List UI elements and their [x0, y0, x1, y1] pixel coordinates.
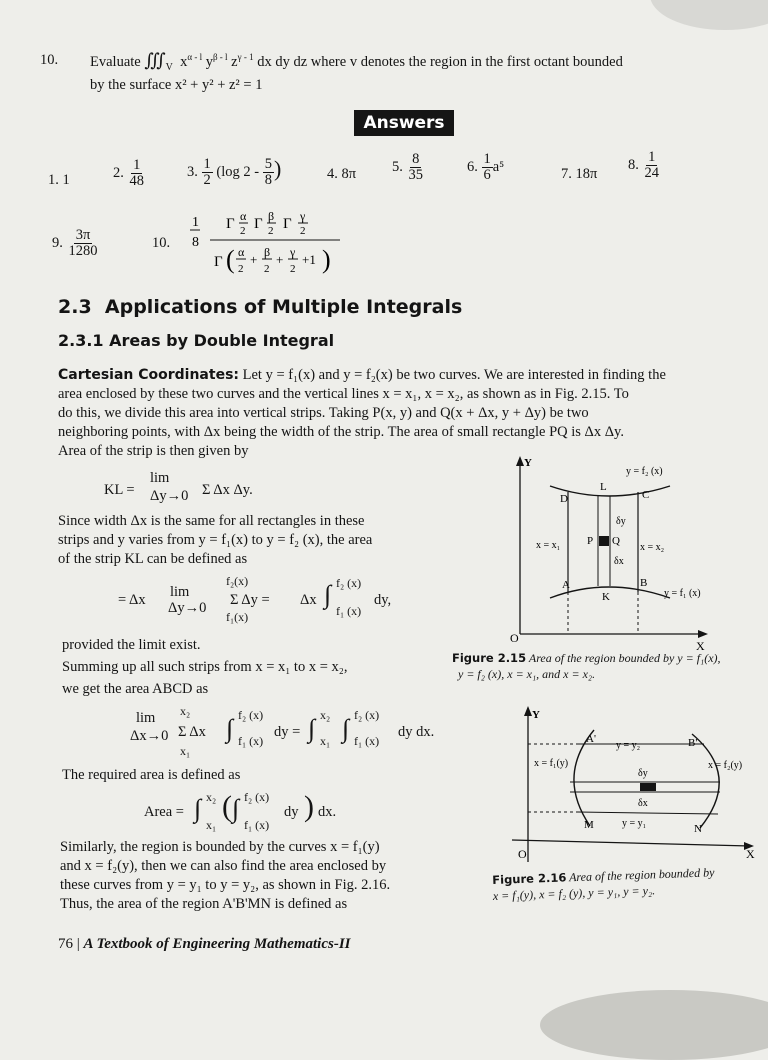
svg-text:δx: δx [638, 798, 648, 809]
svg-text:x = f₂(y): x = f₂(y) [708, 760, 743, 771]
svg-text:β: β [264, 245, 271, 259]
axis-y-label: Y [524, 457, 532, 469]
triple-integral-sign: ∭ [144, 50, 166, 70]
integral-sign: ∫ [324, 580, 332, 609]
svg-text:y = y₂: y = y₂ [616, 740, 641, 751]
svg-text:γ: γ [290, 245, 296, 259]
paragraph-similarly: Similarly, the region is bounded by the curves x = f₁(y) and x = f₂(y), then we can also find the area enclosed by these curves from y = y₁ to y = y₂, as shown in Fig. 2.16. Thus, the area of the region A'B'MN is defined as [60, 839, 391, 912]
section-heading: 2.3 Applications of Multiple Integrals [58, 296, 463, 318]
paragraph-summing: provided the limit exist. Summing up all such strips from x = x₁ to x = x₂, we get the area ABCD as [62, 637, 348, 697]
svg-text:N: N [694, 823, 702, 835]
answer-10-value [188, 200, 358, 285]
svg-text:Y: Y [532, 709, 540, 721]
svg-text:2: 2 [264, 263, 270, 275]
answer-9: 9. $\frac{3\pi}{1280}$ [52, 227, 98, 260]
paragraph-required: The required area is defined as [62, 767, 241, 783]
svg-text:y = f₁ (x): y = f₁ (x) [664, 588, 701, 599]
answer-3: 3. $\frac{1}{2}$ (log 2 - $\frac{5}{8}$ ) [187, 155, 282, 189]
svg-text:Γ: Γ [254, 216, 263, 232]
svg-text:Γ: Γ [226, 216, 235, 232]
svg-text:Γ: Γ [283, 216, 292, 232]
svg-text:x = x₁: x = x₁ [536, 540, 561, 551]
gamma-fraction [188, 200, 358, 280]
svg-text:δx: δx [614, 556, 624, 567]
paragraph-cartesian: Cartesian Coordinates: Let y = f₁(x) and y = f₂(x) be two curves. We are interested in finding the area enclosed by these two curves and the vertical lines x = x₁, x = x₂, as shown as in Fig. 2.15. To do this, we divide this area into vertical strips. Taking P(x, y) and Q(x + Δx, y + Δy) be two neighboring points, with Δx being the width of the strip. The area of small rectangle PQ is Δx Δy. Area of the strip is then given by [58, 367, 666, 459]
svg-text:2: 2 [240, 225, 246, 237]
answer-2: 2. $\frac{1}{48}$ [113, 157, 144, 190]
svg-text:A: A [562, 579, 570, 591]
answer-10-label: 10. [152, 235, 171, 251]
answer-7: 7. 18π [561, 166, 598, 182]
svg-text:X: X [746, 847, 755, 861]
svg-text:2: 2 [238, 263, 244, 275]
paragraph-strip: Since width Δx is the same for all rectangles in these strips and y varies from y = f₁(x) to y = f₂ (x), the area of the strip KL can be defined as [58, 513, 373, 567]
svg-text:x = x₂: x = x₂ [640, 542, 665, 553]
svg-text:8: 8 [192, 235, 199, 250]
svg-text:): ) [322, 245, 331, 274]
textbook-page: 10. Evaluate $∭_V$ $x^{\alpha - l}$ $y^{\beta - l}$ $z^{\gamma - 1}$ dx dy dz where v denotes the region in the first octant bounded by the surface x² + y² + z² = 1 Answers 1. 1 2. $\frac{1}{48}$ 3. $\frac{1}{2}$ (log 2 - $\frac{5}{8}$ ) 4. 8π 5. $\frac{8}{35}$ 6. $\frac{1}{6}$ a⁵ 7. 18π 8. $\frac{1}{24}$ 9. $\frac{3\pi}{1280}$ 10. 1 8 Γ α 2 Γ β 2 Γ γ 2 Γ ( α 2 + β 2 + γ 2 +1 ) 2.3 Applications of Multiple Integrals 2.3.1 Areas by Double Integral Cartesian Coordinates: Let y = f₁(x) and y = f₂(x) be two curves. We are interested in finding the area enclosed by these two curves and the vertical lines x = x₁, x = x₂, as shown as in Fig. 2.15. To do this, we divide this area into vertical strips. Taking P(x, y) and Q(x + Δx, y + Δy) be two neighboring points, with Δx being the width of the strip. The area of small rectangle PQ is Δx Δy. Area of the strip is then given by KL = lim Δy→0 Σ Δx Δy. Since width Δx is the same for all rectangles in these strips and y varies from y = f₁(x) to y = f₂ (x), the area of the strip KL can be defined as = Δx lim Δy→0 f₂(x) Σ Δy = f₁(x) Δx ∫ f₂ (x) f₁ (x) dy, provided the limit exist. Summing up all such strips from x = x₁ to x = x₂, we get the area ABCD as lim Δx→0 x₂ Σ Δx x₁ ∫ f₂ (x) f₁ (x) dy = ∫ x₂ x₁ ∫ f₂ (x) f₁ (x) dy dx. The required area is defined as Area = ∫ x₂ x₁ ( ∫ f₂ (x) f₁ (x) dy ) dx. Similarly, the region is bounded by the curves x = f₁(y) and x = f₂(y), then we can also find the area enclosed by these curves from y = y₁ to y = y₂, as shown in Fig. 2.16. Thus, the area of the region A'B'MN is defined as Y X O y = f₂ (x) y = f₁ (x) x = x₁ x = x₂ L K A B C D P Q δy δx Figure 2.15 Area of the region bounded by y = f₁(x), y = f₂ (x), x = x₁, and x = x₂. Y X O A' B' M N y = y₂ y = y₁ x = f₁(y) x = f₂(y) δy δx Figure 2.16 Area of the region bounded by x = f₁(y), x = f₂ (y), y = y₁, y = y₂. 76 | A Textbook of Engineering Mathematics-II [0, 0, 768, 1024]
svg-text:M: M [584, 819, 594, 831]
svg-text:β: β [268, 209, 275, 223]
subsection-heading: 2.3.1 Areas by Double Integral [58, 331, 335, 350]
svg-text:2: 2 [290, 263, 296, 275]
answer-4: 4. 8π [327, 166, 357, 182]
svg-text:+: + [276, 252, 284, 267]
figure-2-16-caption: Figure 2.16 Area of the region bounded by x = f₁(y), x = f₂ (y), y = y₁, y = y₂. [492, 865, 715, 903]
answer-8: 8. $\frac{1}{24}$ [628, 149, 659, 182]
page-footer: 76 | A Textbook of Engineering Mathematics-II [58, 936, 351, 952]
svg-text:(: ( [226, 245, 235, 274]
finger-top-right [650, 0, 768, 30]
question-number: 10. [40, 52, 59, 68]
svg-text:Q: Q [612, 535, 620, 547]
svg-text:2: 2 [268, 225, 274, 237]
svg-text:B: B [640, 577, 648, 589]
svg-text:+: + [250, 252, 258, 267]
answer-6: 6. $\frac{1}{6}$ a⁵ [467, 151, 505, 184]
svg-text:γ: γ [300, 209, 306, 223]
axis-x-label: X [696, 639, 705, 652]
svg-text:+1: +1 [302, 252, 316, 267]
svg-text:L: L [600, 481, 607, 493]
svg-text:y = y₁: y = y₁ [622, 818, 647, 829]
page-number: 76 [58, 936, 73, 952]
svg-text:α: α [238, 245, 245, 259]
svg-text:x = f₁(y): x = f₁(y) [534, 758, 569, 769]
answer-5: 5. $\frac{8}{35}$ [392, 151, 423, 184]
svg-text:O: O [518, 847, 527, 861]
figure-2-15-caption: Figure 2.15 Area of the region bounded by y = f₁(x), y = f₂ (x), x = x₁, and x = x₂. [452, 651, 721, 681]
origin-label: O [510, 631, 519, 645]
svg-text:A': A' [586, 733, 596, 745]
svg-text:δy: δy [616, 516, 626, 527]
svg-text:y = f₂ (x): y = f₂ (x) [626, 466, 663, 477]
book-title: A Textbook of Engineering Mathematics-II [83, 936, 351, 952]
answer-1: 1. 1 [48, 172, 70, 188]
answers-heading: Answers [354, 110, 454, 136]
svg-text:C: C [642, 489, 650, 501]
svg-text:Γ: Γ [214, 254, 223, 270]
svg-text:1: 1 [192, 215, 199, 230]
svg-text:D: D [560, 493, 568, 505]
svg-text:δy: δy [638, 768, 648, 779]
finger-bottom-right [540, 990, 768, 1060]
svg-text:K: K [602, 591, 610, 603]
svg-text:P: P [587, 535, 594, 547]
svg-text:B': B' [688, 737, 698, 749]
svg-text:2: 2 [300, 225, 306, 237]
figure-2-16 [506, 706, 758, 866]
svg-text:α: α [240, 209, 247, 223]
question-line-2: by the surface x² + y² + z² = 1 [90, 77, 263, 93]
question-line-1: Evaluate $∭_V$ $x^{\alpha - l}$ $y^{\beta - l}$ $z^{\gamma - 1}$ dx dy dz where v denotes the region in the first octant bounded [90, 50, 623, 73]
figure-2-15 [480, 452, 720, 652]
